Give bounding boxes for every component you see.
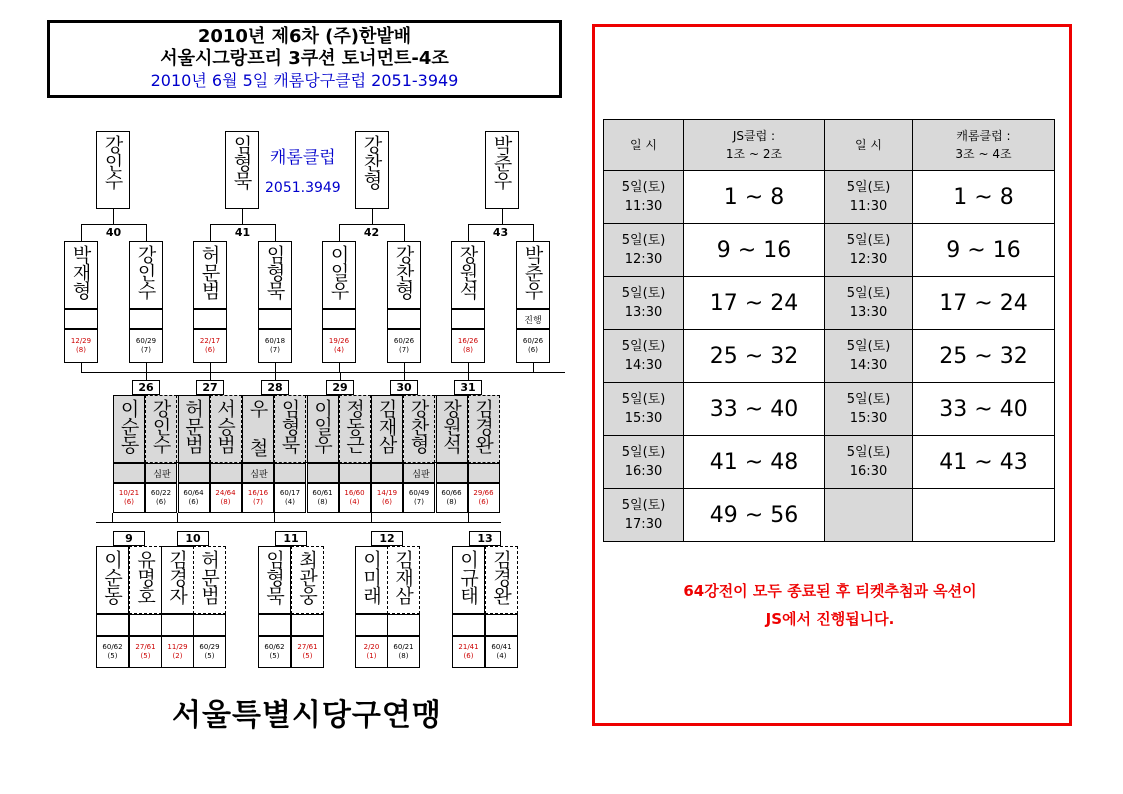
day: 5일(토) xyxy=(846,233,891,248)
carom-range-cell: 33 ~ 40 xyxy=(913,383,1055,436)
score-text: 60/22 xyxy=(150,489,172,497)
js-time-cell xyxy=(604,383,684,436)
bracket-line xyxy=(468,224,469,242)
score-text: 60/18 xyxy=(264,337,286,345)
score-sub: (4) xyxy=(496,652,507,660)
score-text: 14/19 xyxy=(376,489,398,497)
note-cell xyxy=(387,309,421,329)
header-time-2: 일 시 xyxy=(825,120,913,171)
day: 5일(토) xyxy=(621,339,666,354)
time: 14:30 xyxy=(849,358,888,373)
score-sub: (6) xyxy=(382,498,392,506)
player-box: 강찬형 xyxy=(387,241,421,309)
club-phone: 2051.3949 xyxy=(265,180,341,196)
score-sub: (6) xyxy=(205,346,215,354)
player-box: 이순동 xyxy=(113,395,145,463)
title-line-1: 2010년 제6차 (주)한밭배 xyxy=(197,26,412,47)
header-js xyxy=(684,120,825,171)
score-sub: (6) xyxy=(478,498,489,506)
schedule-row xyxy=(604,489,1055,542)
bracket-line xyxy=(275,372,276,381)
player-box: 박재형 xyxy=(64,241,98,309)
schedule-row xyxy=(604,436,1055,489)
score-text: 60/26 xyxy=(522,337,544,345)
note-cell xyxy=(322,309,356,329)
player-box: 서승범 xyxy=(210,395,242,463)
score-sub: (8) xyxy=(398,652,409,660)
time: 11:30 xyxy=(624,199,663,214)
carom-time-cell xyxy=(825,436,913,489)
player-box: 김재삼 xyxy=(387,546,420,614)
carom-time-cell xyxy=(825,489,913,542)
player-box: 허문범 xyxy=(193,241,227,309)
notice xyxy=(600,577,1060,633)
referee-label: 심판 xyxy=(412,470,430,480)
score-sub: (4) xyxy=(334,346,344,354)
time: 13:30 xyxy=(849,305,888,320)
score-sub: (1) xyxy=(366,652,377,660)
score-sub: (4) xyxy=(349,498,360,506)
js-time-cell xyxy=(604,330,684,383)
score-text: 19/26 xyxy=(328,337,350,345)
player-box: 임형묵 xyxy=(274,395,306,463)
score-text: 60/62 xyxy=(102,643,123,651)
score-text: 12/29 xyxy=(70,337,92,345)
bracket-line xyxy=(372,209,373,225)
bracket-line xyxy=(339,224,340,242)
carom-range-cell: 41 ~ 43 xyxy=(913,436,1055,489)
note-cell xyxy=(129,614,162,636)
score-text: 24/64 xyxy=(215,489,236,497)
bracket-line xyxy=(404,372,405,381)
schedule-row xyxy=(604,171,1055,224)
note-cell xyxy=(274,463,306,483)
note-cell xyxy=(307,463,339,483)
score-text: 11/29 xyxy=(167,643,188,651)
bracket-line xyxy=(81,224,82,242)
notice-line-1: 64강전이 모두 종료된 후 티켓추첨과 옥션이 xyxy=(683,582,977,600)
score-text: 21/41 xyxy=(458,643,479,651)
score-sub: (8) xyxy=(220,498,231,506)
score-text: 29/66 xyxy=(473,489,494,497)
time: 13:30 xyxy=(624,305,663,320)
carom-range-cell: 9 ~ 16 xyxy=(913,224,1055,277)
header-carom-line1: 캐롬클럽 : xyxy=(956,129,1011,143)
day: 5일(토) xyxy=(621,445,666,460)
player-box: 강찬형 xyxy=(355,131,389,209)
note-cell xyxy=(193,309,227,329)
player-box: 강인수 xyxy=(129,241,163,309)
day: 5일(토) xyxy=(621,498,666,513)
time: 16:30 xyxy=(849,464,888,479)
note-cell xyxy=(451,309,485,329)
js-range-cell: 1 ~ 8 xyxy=(684,171,825,224)
match-number: 43 xyxy=(492,226,509,239)
carom-range-cell: 25 ~ 32 xyxy=(913,330,1055,383)
score-sub: (8) xyxy=(317,498,328,506)
player-box: 장원석 xyxy=(451,241,485,309)
bracket-line xyxy=(210,224,211,242)
title-line-3: 2010년 6월 5일 캐롬당구클럽 2051-3949 xyxy=(150,71,459,90)
match-number: 10 xyxy=(177,531,209,546)
score-sub: (6) xyxy=(124,498,134,506)
note-cell xyxy=(387,614,420,636)
player-box: 이일우 xyxy=(322,241,356,309)
score-text: 22/17 xyxy=(199,337,221,345)
player-box: 최관웅 xyxy=(291,546,324,614)
score-text: 60/61 xyxy=(312,489,333,497)
note-cell xyxy=(436,463,468,483)
score-text: 60/21 xyxy=(393,643,414,651)
score-sub: (6) xyxy=(528,346,538,354)
js-range-cell: 17 ~ 24 xyxy=(684,277,825,330)
score-sub: (7) xyxy=(414,498,424,506)
score-text: 16/26 xyxy=(457,337,479,345)
score-text: 16/16 xyxy=(247,489,269,497)
score-text: 60/29 xyxy=(135,337,157,345)
player-box: 허문범 xyxy=(193,546,226,614)
score-text: 2/20 xyxy=(363,643,380,651)
carom-time-cell xyxy=(825,171,913,224)
match-number: 41 xyxy=(234,226,251,239)
day: 5일(토) xyxy=(621,180,666,195)
bracket-line xyxy=(340,372,341,381)
score-text: 60/64 xyxy=(183,489,204,497)
match-number: 26 xyxy=(132,380,160,395)
player-box: 허문범 xyxy=(178,395,210,463)
player-box: 김경자 xyxy=(161,546,194,614)
player-box: 이순동 xyxy=(96,546,129,614)
js-range-cell: 41 ~ 48 xyxy=(684,436,825,489)
score-sub: (5) xyxy=(269,652,280,660)
player-box: 임형묵 xyxy=(225,131,259,209)
header-carom xyxy=(913,120,1055,171)
match-number: 42 xyxy=(363,226,380,239)
day: 5일(토) xyxy=(846,392,891,407)
player-box: 박춘우 xyxy=(516,241,550,309)
score-text: 16/60 xyxy=(344,489,365,497)
note-cell xyxy=(371,463,403,483)
js-time-cell xyxy=(604,489,684,542)
day: 5일(토) xyxy=(621,233,666,248)
bracket-line xyxy=(81,372,565,373)
header-time-1: 일 시 xyxy=(604,120,684,171)
match-number: 11 xyxy=(275,531,307,546)
time: 15:30 xyxy=(849,411,888,426)
time: 16:30 xyxy=(624,464,663,479)
score-sub: (6) xyxy=(463,652,474,660)
carom-range-cell: 17 ~ 24 xyxy=(913,277,1055,330)
bracket-line xyxy=(210,372,211,381)
score-sub: (8) xyxy=(446,498,457,506)
match-number: 31 xyxy=(454,380,482,395)
schedule-body xyxy=(604,171,1055,542)
score-text: 60/17 xyxy=(279,489,301,497)
player-box: 김경완 xyxy=(468,395,500,463)
day: 5일(토) xyxy=(621,392,666,407)
bracket-line xyxy=(533,224,534,242)
score-sub: (7) xyxy=(141,346,151,354)
schedule-row xyxy=(604,330,1055,383)
bracket-line xyxy=(81,224,147,225)
score-sub: (5) xyxy=(302,652,313,660)
score-text: 10/21 xyxy=(118,489,140,497)
time: 14:30 xyxy=(624,358,663,373)
day: 5일(토) xyxy=(846,286,891,301)
time: 17:30 xyxy=(624,517,663,532)
js-time-cell xyxy=(604,436,684,489)
note-cell xyxy=(96,614,129,636)
carom-time-cell xyxy=(825,277,913,330)
js-range-cell: 9 ~ 16 xyxy=(684,224,825,277)
note-cell xyxy=(291,614,324,636)
score-sub: (8) xyxy=(463,346,473,354)
player-box: 이규태 xyxy=(452,546,485,614)
note-cell xyxy=(113,463,145,483)
schedule-row xyxy=(604,224,1055,277)
player-box: 정동근 xyxy=(339,395,371,463)
day: 5일(토) xyxy=(621,286,666,301)
js-range-cell: 33 ~ 40 xyxy=(684,383,825,436)
player-box: 박춘우 xyxy=(485,131,519,209)
player-box: 강찬형 xyxy=(403,395,435,463)
note-cell xyxy=(339,463,371,483)
score-sub: (7) xyxy=(253,498,263,506)
match-number: 40 xyxy=(105,226,122,239)
note-cell xyxy=(468,463,500,483)
match-number: 9 xyxy=(113,531,145,546)
carom-time-cell xyxy=(825,330,913,383)
header-js-line1: JS클럽 : xyxy=(732,129,776,143)
bracket-line xyxy=(96,522,501,523)
schedule-table xyxy=(603,119,1055,542)
bracket-line xyxy=(339,224,405,225)
score-sub: (6) xyxy=(188,498,199,506)
score-text: 27/61 xyxy=(135,643,156,651)
js-time-cell xyxy=(604,277,684,330)
score-sub: (7) xyxy=(270,346,280,354)
bracket-line xyxy=(502,209,503,225)
player-box: 강인수 xyxy=(96,131,130,209)
match-number: 28 xyxy=(261,380,289,395)
player-box: 임형묵 xyxy=(258,546,291,614)
note-cell xyxy=(193,614,226,636)
bracket-line xyxy=(468,224,534,225)
match-number: 13 xyxy=(469,531,501,546)
score-text: 60/29 xyxy=(199,643,220,651)
match-number: 29 xyxy=(326,380,354,395)
player-box: 이미래 xyxy=(355,546,388,614)
carom-time-cell xyxy=(825,224,913,277)
time: 11:30 xyxy=(849,199,888,214)
player-box: 이일우 xyxy=(307,395,339,463)
title-box xyxy=(47,20,562,98)
score-sub: (5) xyxy=(140,652,151,660)
notice-line-2: JS에서 진행됩니다. xyxy=(765,610,895,628)
player-box: 김재삼 xyxy=(371,395,403,463)
schedule-row xyxy=(604,277,1055,330)
title-line-2: 서울시그랑프리 3쿠션 토너먼트-4조 xyxy=(160,48,449,69)
score-sub: (6) xyxy=(156,498,166,506)
player-box: 우 철 xyxy=(242,395,274,463)
carom-range-cell xyxy=(913,489,1055,542)
header-js-line2: 1조 ~ 2조 xyxy=(725,147,783,161)
note-cell xyxy=(258,614,291,636)
header-carom-line2: 3조 ~ 4조 xyxy=(955,147,1012,161)
score-text: 60/49 xyxy=(408,489,430,497)
score-text: 60/41 xyxy=(491,643,512,651)
js-range-cell: 25 ~ 32 xyxy=(684,330,825,383)
day: 5일(토) xyxy=(846,339,891,354)
day: 5일(토) xyxy=(846,180,891,195)
bracket-line xyxy=(468,372,469,381)
note-cell xyxy=(355,614,388,636)
score-text: 60/66 xyxy=(441,489,462,497)
js-time-cell xyxy=(604,171,684,224)
status-label: 진행 xyxy=(524,316,542,326)
score-text: 60/62 xyxy=(264,643,285,651)
js-range-cell: 49 ~ 56 xyxy=(684,489,825,542)
note-cell xyxy=(485,614,518,636)
match-number: 27 xyxy=(196,380,224,395)
match-number: 12 xyxy=(371,531,403,546)
note-cell xyxy=(178,463,210,483)
note-cell xyxy=(129,309,163,329)
time: 12:30 xyxy=(624,252,663,267)
score-sub: (5) xyxy=(204,652,215,660)
bracket-line xyxy=(275,224,276,242)
score-sub: (2) xyxy=(172,652,183,660)
schedule-row xyxy=(604,383,1055,436)
bracket-line xyxy=(404,224,405,242)
score-sub: (7) xyxy=(399,346,409,354)
match-number: 30 xyxy=(390,380,418,395)
note-cell xyxy=(210,463,242,483)
time: 15:30 xyxy=(624,411,663,426)
score-sub: (5) xyxy=(107,652,118,660)
bracket-line xyxy=(242,209,243,225)
note-cell xyxy=(64,309,98,329)
player-box: 유명호 xyxy=(129,546,162,614)
club-name: 캐롬클럽 xyxy=(270,148,336,168)
bracket-line xyxy=(146,372,147,381)
note-cell xyxy=(258,309,292,329)
footer-title: 서울특별시당구연맹 xyxy=(172,698,442,733)
bracket-line xyxy=(146,224,147,242)
bracket-line xyxy=(210,224,276,225)
score-text: 60/26 xyxy=(393,337,415,345)
day: 5일(토) xyxy=(846,445,891,460)
carom-time-cell xyxy=(825,383,913,436)
js-time-cell xyxy=(604,224,684,277)
carom-range-cell: 1 ~ 8 xyxy=(913,171,1055,224)
score-text: 27/61 xyxy=(297,643,318,651)
score-sub: (8) xyxy=(76,346,86,354)
player-box: 장원석 xyxy=(436,395,468,463)
score-sub: (4) xyxy=(285,498,295,506)
player-box: 임형묵 xyxy=(258,241,292,309)
note-cell xyxy=(452,614,485,636)
referee-label: 심판 xyxy=(153,470,171,480)
player-box: 강인수 xyxy=(145,395,177,463)
player-box: 김경완 xyxy=(485,546,518,614)
bracket-line xyxy=(113,209,114,225)
time: 12:30 xyxy=(849,252,888,267)
note-cell xyxy=(161,614,194,636)
referee-label: 심판 xyxy=(250,470,268,480)
